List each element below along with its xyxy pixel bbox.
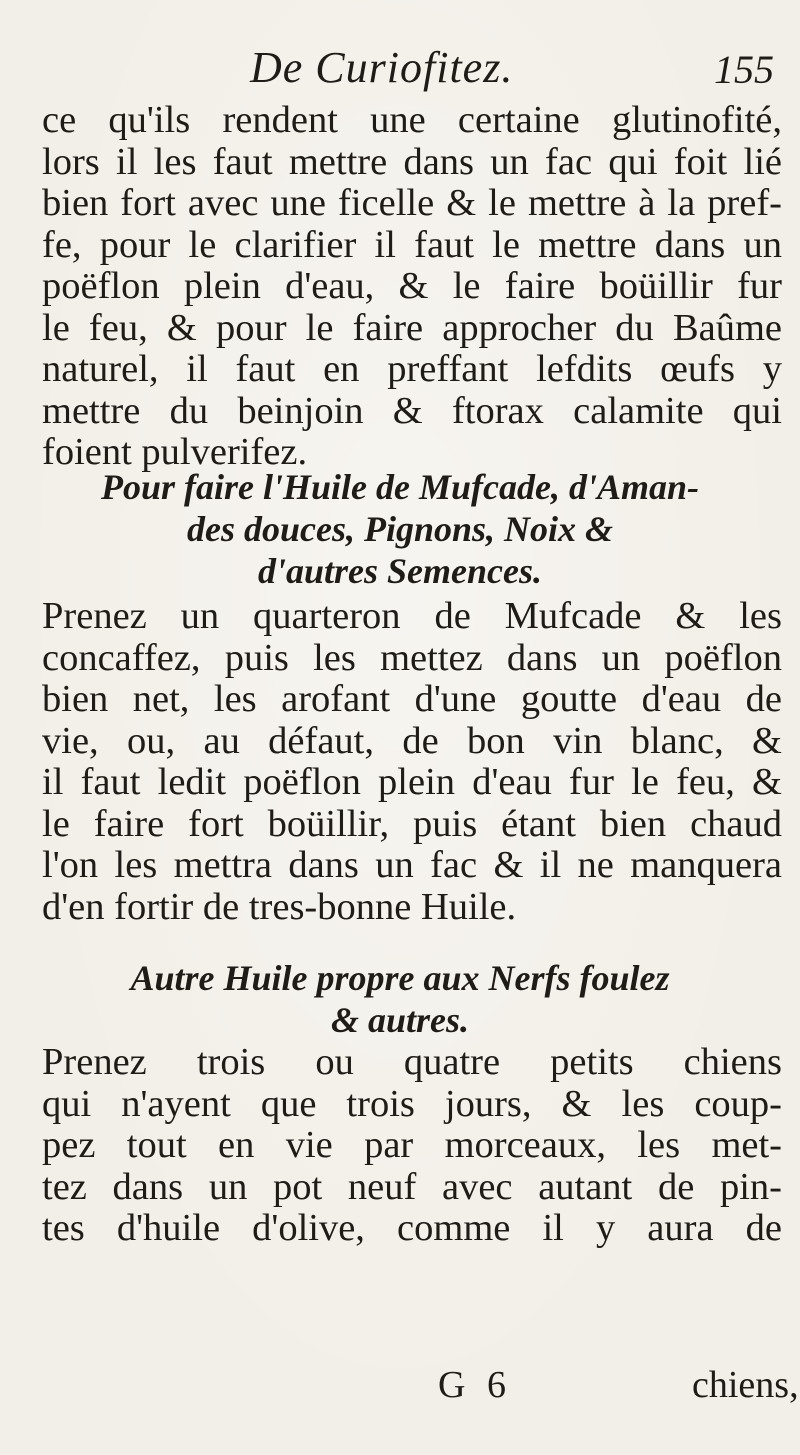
paragraph-3 (42, 1042, 782, 1250)
section-heading-2 (0, 957, 800, 1041)
running-title: De Curiofitez. (250, 43, 514, 92)
heading-line: des douces, Pignons, Noix & (186, 509, 614, 549)
text-line: Prenez un quarteron de Mufcade & les (42, 595, 782, 637)
text-line: il faut ledit poëflon plein d'eau fur le feu, & (42, 761, 782, 803)
text-line: bien net, les arofant d'une goutte d'eau de (42, 678, 782, 720)
paragraph-1 (42, 100, 782, 474)
text-line: Prenez trois ou quatre petits chiens (42, 1041, 782, 1083)
text-line: poëflon plein d'eau, & le faire boüillir fur (42, 265, 782, 307)
text-line: lors il les faut mettre dans un fac qui foit lié (42, 140, 782, 183)
text-line: l'on les mettra dans un fac & il ne manquera (42, 844, 782, 886)
text-line: le feu, & pour le faire approcher du Baûme (42, 306, 782, 349)
heading-line: Autre Huile propre aux Nerfs foulez (130, 958, 670, 998)
text-line: tez dans un pot neuf avec autant de pin- (42, 1165, 782, 1208)
text-line: foient pulverifez. (42, 431, 308, 473)
page-header (0, 42, 800, 102)
catchword: chiens, (692, 1364, 799, 1406)
text-line: tes d'huile d'olive, comme il y aura de (42, 1207, 782, 1249)
text-line: concaffez, puis les mettez dans un poëflon (42, 636, 782, 679)
text-line: qui n'ayent que trois jours, & les coup- (42, 1082, 782, 1125)
text-line: pez tout en vie par morceaux, les met- (42, 1124, 782, 1166)
text-line: le faire fort boüillir, puis étant bien chaud (42, 802, 782, 845)
heading-line: Pour faire l'Huile de Mufcade, d'Aman- (101, 467, 699, 507)
signature-mark: G 6 (438, 1364, 512, 1406)
text-line: d'en fortir de tres-bonne Huile. (42, 885, 517, 928)
text-line: fe, pour le clarifier il faut le mettre dans un (42, 223, 782, 266)
text-line: vie, ou, au défaut, de bon vin blanc, & (42, 719, 782, 762)
section-heading-1 (0, 466, 800, 592)
page-number: 155 (714, 47, 774, 92)
text-line: bien fort avec une ficelle & le mettre à la pref- (42, 182, 782, 224)
text-line: mettre du beinjoin & ftorax calamite qui (42, 389, 782, 432)
page-footer (0, 1363, 800, 1413)
text-line: ce qu'ils rendent une certaine glutinofité, (42, 99, 782, 141)
text-line: naturel, il faut en preffant lefdits œufs y (42, 348, 782, 390)
heading-line: & autres. (330, 1000, 470, 1040)
paragraph-2 (42, 596, 782, 928)
heading-line: d'autres Semences. (258, 551, 542, 591)
